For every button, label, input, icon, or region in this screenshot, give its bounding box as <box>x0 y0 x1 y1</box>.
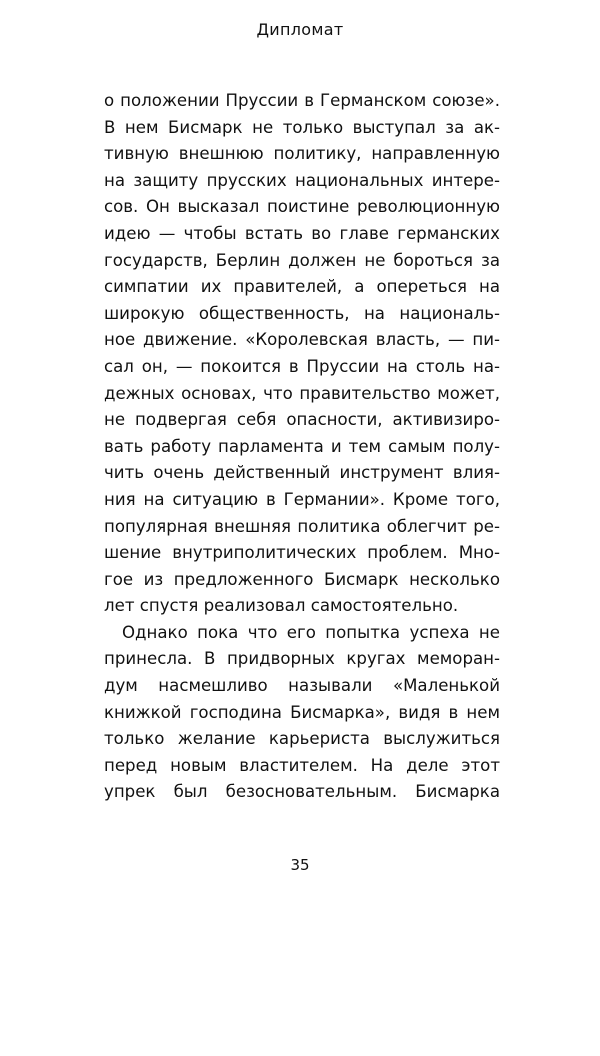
page-number: 35 <box>290 856 310 874</box>
text-line: чить очень действенный инструмент влия- <box>104 463 500 483</box>
text-line: ния на ситуацию в Германии». Кроме того, <box>104 489 500 509</box>
text-line: книжкой господина Бисмарка», видя в нем <box>104 702 500 722</box>
running-head: Дипломат <box>256 20 344 39</box>
text-line: на защиту прусских национальных интере- <box>104 170 500 190</box>
text-line: государств, Берлин должен не бороться за <box>104 250 500 270</box>
text-line: вать работу парламента и тем самым полу- <box>104 436 500 456</box>
text-line: В нем Бисмарк не только выступал за ак- <box>104 117 500 137</box>
paragraph <box>104 88 500 620</box>
text-line: гое из предложенного Бисмарк несколько <box>104 569 500 589</box>
text-line: ное движение. «Королевская власть, — пи- <box>104 330 500 350</box>
text-line: перед новым властителем. На деле этот <box>104 755 500 775</box>
text-line: сов. Он высказал поистине революционную <box>104 197 500 217</box>
text-line: Однако пока что его попытка успеха не <box>122 622 500 642</box>
text-line: идею — чтобы встать во главе германских <box>104 223 500 243</box>
text-line: лет спустя реализовал самостоятельно. <box>104 596 459 616</box>
text-line: популярная внешняя политика облегчит ре- <box>104 516 500 536</box>
text-line: только желание карьериста выслужиться <box>104 729 500 749</box>
text-line: симпатии их правителей, а опереться на <box>104 277 500 297</box>
text-line: о положении Пруссии в Германском союзе». <box>104 91 500 110</box>
text-line: упрек был безосновательным. Бисмарка <box>104 782 500 802</box>
text-line: широкую общественность, на националь- <box>104 303 500 323</box>
paragraph <box>104 620 500 806</box>
text-line: дум насмешливо называли «Маленькой <box>104 676 500 696</box>
text-line: сал он, — покоится в Пруссии на столь на- <box>104 356 500 376</box>
body-text <box>104 88 500 806</box>
text-line: не подвергая себя опасности, активизиро- <box>104 410 500 430</box>
text-line: шение внутриполитических проблем. Мно- <box>104 543 500 563</box>
text-line: тивную внешнюю политику, направленную <box>104 144 500 164</box>
text-line: принесла. В придворных кругах меморан- <box>104 649 500 669</box>
text-line: дежных основах, что правительство может, <box>104 383 500 403</box>
